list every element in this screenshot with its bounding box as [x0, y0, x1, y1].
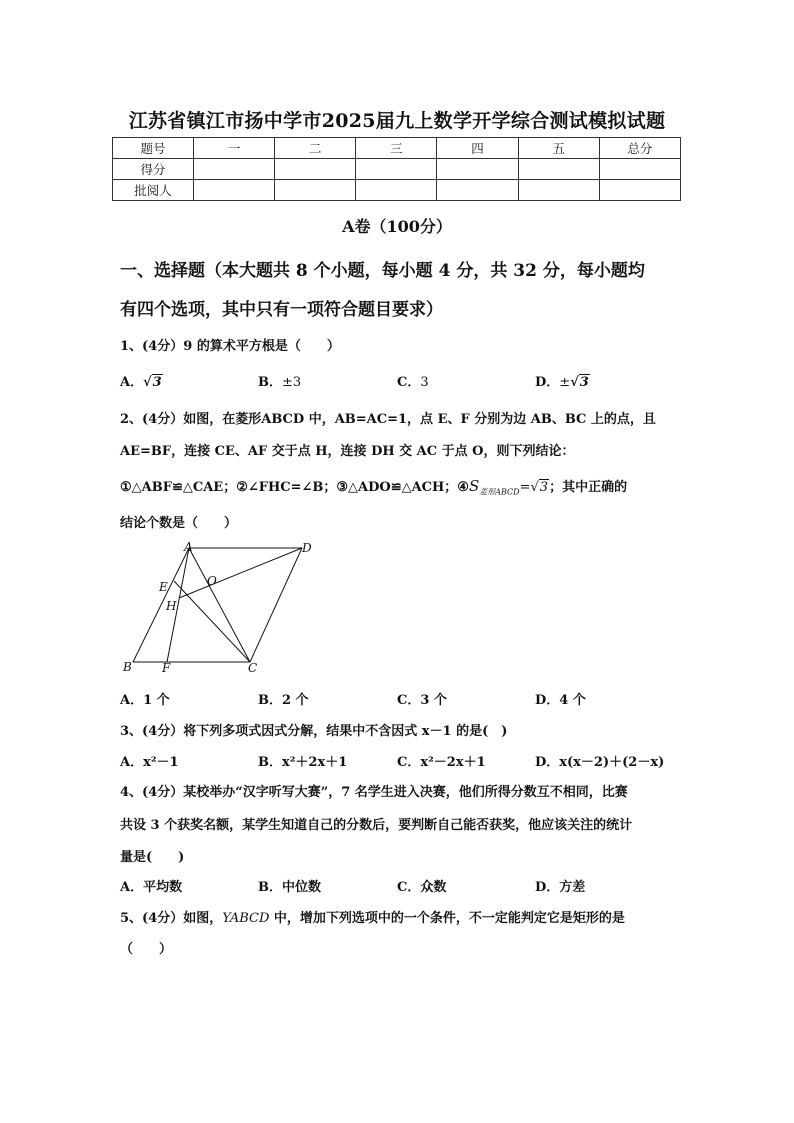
score-cell — [275, 159, 356, 180]
q4-option-b-text: 中位数 — [282, 880, 322, 895]
q1-option-c-value: 3 — [420, 375, 429, 390]
q2-option-b: B．2 个 — [258, 693, 309, 708]
q4-option-d — [535, 876, 585, 895]
q4-line3: 量是( ) — [120, 850, 185, 865]
score-cell — [599, 180, 680, 201]
q1-option-d-label: D． — [535, 375, 560, 390]
page-title: 江苏省镇江市扬中学市2025届九上数学开学综合测试模拟试题 — [128, 110, 666, 132]
q1-option-c — [397, 371, 429, 390]
score-cell: 得分 — [113, 159, 194, 180]
score-cell — [194, 159, 275, 180]
q2-area-symbol: S — [468, 477, 480, 495]
score-cell — [275, 180, 356, 201]
q1-option-a — [120, 371, 163, 390]
score-cell — [437, 180, 518, 201]
q4-option-a — [120, 876, 182, 895]
q2-equals: = — [519, 480, 531, 495]
label-o: O — [207, 574, 217, 588]
label-d: D — [302, 541, 312, 555]
q3-option-c: C．x²－2x＋1 — [397, 755, 486, 770]
section-a-heading: A卷（100分） — [342, 217, 452, 236]
score-cell — [518, 159, 599, 180]
score-table-grader-row — [113, 180, 681, 201]
q1-stem: 1、(4分）9 的算术平方根是（ ） — [120, 339, 340, 354]
score-table-header-row — [113, 138, 681, 159]
q3-option-d: D．x(x－2)＋(2－x) — [535, 755, 665, 770]
q4-option-a-text: 平均数 — [143, 880, 183, 895]
label-a: A — [184, 540, 193, 554]
segment-ce — [174, 581, 250, 662]
sqrt-symbol: √3 — [143, 375, 162, 390]
score-cell: 批阅人 — [113, 180, 194, 201]
q1-option-b — [258, 371, 301, 390]
q2-line3-tail: ；其中正确的 — [549, 480, 628, 495]
q4-option-b — [258, 876, 321, 895]
score-table-score-row — [113, 159, 681, 180]
q4-option-c — [397, 876, 446, 895]
q2-line2: AE=BF，连接 CE、AF 交于点 H，连接 DH 交 AC 于点 O，则下列结论： — [120, 444, 575, 459]
q5-parallelogram-symbol: YABCD — [222, 911, 270, 926]
q5-line2: （ ） — [120, 942, 173, 957]
score-cell: 五 — [518, 138, 599, 159]
score-cell: 四 — [437, 138, 518, 159]
q5-line1 — [120, 907, 625, 926]
q5-prefix: 5、(4分）如图， — [120, 911, 223, 926]
q1-option-d-prefix: ± — [559, 375, 571, 390]
q4-option-d-label: D． — [535, 880, 560, 895]
q1-option-a-value: 3 — [152, 375, 162, 390]
q4-option-c-text: 众数 — [420, 880, 447, 895]
q4-option-c-label: C． — [397, 880, 421, 895]
q3-option-a: A．x²－1 — [120, 755, 179, 770]
label-e: E — [159, 580, 168, 594]
q1-option-a-label: A． — [120, 375, 144, 390]
segment-dh — [179, 548, 302, 598]
q2-line3 — [120, 476, 627, 498]
q4-option-d-text: 方差 — [559, 880, 586, 895]
rhombus-figure — [118, 538, 328, 678]
q2-conclusions: ①△ABF≌△CAE；②∠FHC=∠B；③△ADO≌△ACH；④ — [120, 480, 469, 495]
q4-option-a-label: A． — [120, 880, 144, 895]
q1-option-d — [535, 371, 590, 390]
q2-root-value: 3 — [539, 480, 549, 495]
score-cell — [356, 159, 437, 180]
q1-option-c-label: C． — [397, 375, 421, 390]
q2-line4: 结论个数是（ ） — [120, 516, 238, 531]
score-cell — [194, 180, 275, 201]
q2-area-subscript: 菱形ABCD — [479, 487, 520, 497]
q2-line1: 2、(4分）如图，在菱形ABCD 中，AB=AC=1，点 E、F 分别为边 AB、BC 上的点，且 — [120, 412, 656, 427]
q4-line1: 4、(4分）某校举办“汉字听写大赛”，7 名学生进入决赛，他们所得分数互不相同，比赛 — [120, 785, 628, 800]
score-cell — [437, 159, 518, 180]
score-cell — [518, 180, 599, 201]
q1-option-b-value: ±3 — [282, 375, 302, 390]
label-h: H — [166, 599, 177, 613]
q2-option-a: A．1 个 — [120, 693, 170, 708]
q1-option-d-value: 3 — [579, 375, 589, 390]
score-cell: 一 — [194, 138, 275, 159]
sqrt-symbol: √3 — [570, 375, 589, 390]
q4-option-b-label: B． — [258, 880, 282, 895]
diagonal-ac — [189, 548, 250, 662]
q2-option-d: D．4 个 — [535, 693, 586, 708]
score-cell — [356, 180, 437, 201]
q2-option-c: C．3 个 — [397, 693, 447, 708]
score-cell: 三 — [356, 138, 437, 159]
sqrt-symbol: √3 — [530, 480, 549, 495]
rhombus-abcd — [133, 548, 302, 662]
label-b: B — [123, 660, 132, 674]
q3-option-b: B．x²＋2x＋1 — [258, 755, 348, 770]
q3-stem: 3、(4分）将下列多项式因式分解，结果中不含因式 x－1 的是( ) — [120, 724, 508, 739]
label-c: C — [248, 661, 258, 675]
score-cell: 总分 — [599, 138, 680, 159]
label-f: F — [162, 661, 171, 675]
section-1-heading-line2: 有四个选项，其中只有一项符合题目要求） — [120, 300, 443, 320]
section-1-heading-line1: 一、选择题（本大题共 8 个小题，每小题 4 分，共 32 分，每小题均 — [120, 261, 645, 281]
q4-line2: 共设 3 个获奖名额，某学生知道自己的分数后，要判断自己能否获奖，他应该关注的统计 — [120, 818, 633, 833]
score-cell: 二 — [275, 138, 356, 159]
score-table — [112, 137, 681, 201]
q5-suffix: 中，增加下列选项中的一个条件，不一定能判定它是矩形的是 — [269, 911, 625, 926]
score-cell — [599, 159, 680, 180]
q1-option-b-label: B． — [258, 375, 282, 390]
score-cell: 题号 — [113, 138, 194, 159]
